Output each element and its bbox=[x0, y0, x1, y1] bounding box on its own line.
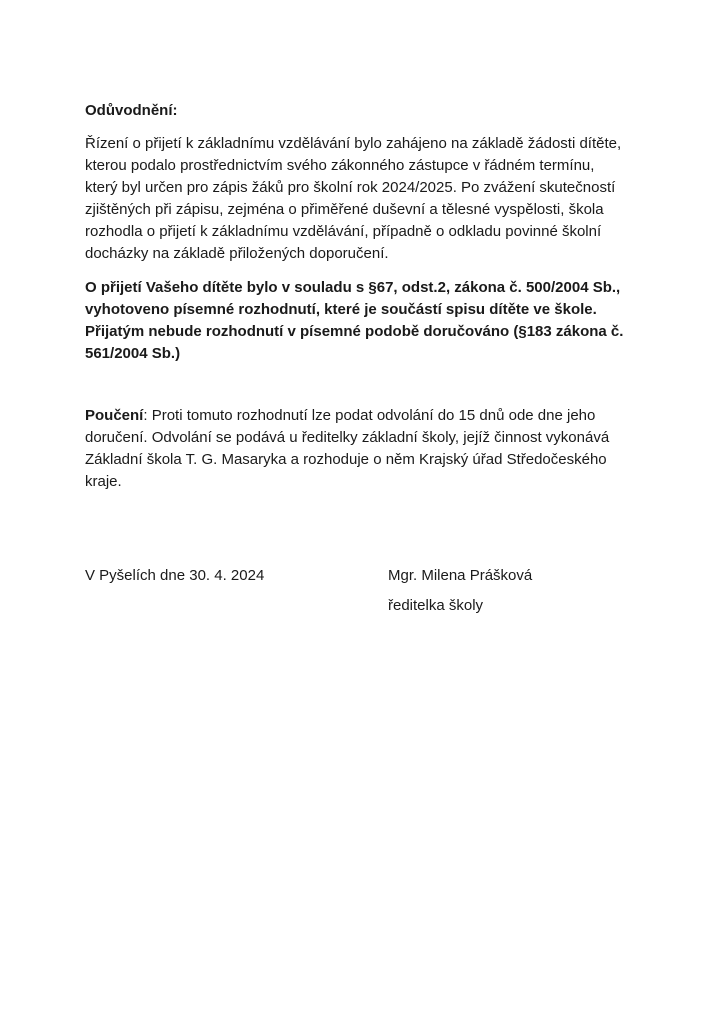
paragraph-decision: O přijetí Vašeho dítěte bylo v souladu s §67, odst.2, zákona č. 500/2004 Sb., vyhotoveno písemné rozhodnutí, které je součástí spisu dítěte ve škole. Přijatým nebude rozhodnutí v písemné podobě doručováno (§183 zákona č. 561/2004 Sb.) bbox=[85, 279, 624, 362]
notice-label: Poučení bbox=[85, 407, 144, 424]
signature-row bbox=[85, 565, 630, 617]
notice-text: : Proti tomuto rozhodnutí lze podat odvolání do 15 dnů ode dne jeho doručení. Odvolání se podává u ředitelky základní školy, jejíž činnost vykonává Základní škola T. G. Masaryka a rozhoduje o něm Krajský úřad Středočeského kraje. bbox=[85, 407, 610, 490]
paragraph-reasoning: Řízení o přijetí k základnímu vzdělávání bylo zahájeno na základě žádosti dítěte, kterou podalo prostřednictvím svého zákonného zástupce v řádném termínu, který byl určen pro zápis žáků pro školní rok 2024/2025. Po zvážení skutečností zjištěných při zápisu, zejména o přiměřené duševní a tělesné vyspělosti, škola rozhodla o přijetí k základnímu vzdělávání, případně o odkladu povinné školní docházky na základě přiložených doporučení. bbox=[85, 135, 622, 262]
signer-title: ředitelka školy bbox=[388, 597, 484, 614]
place-and-date: V Pyšelích dne 30. 4. 2024 bbox=[85, 567, 265, 584]
paragraph-notice bbox=[85, 405, 630, 493]
signer-block bbox=[388, 565, 532, 617]
section-heading-oduvodneni: Odůvodnění: bbox=[85, 102, 178, 119]
signer-name: Mgr. Milena Prášková bbox=[388, 567, 533, 584]
